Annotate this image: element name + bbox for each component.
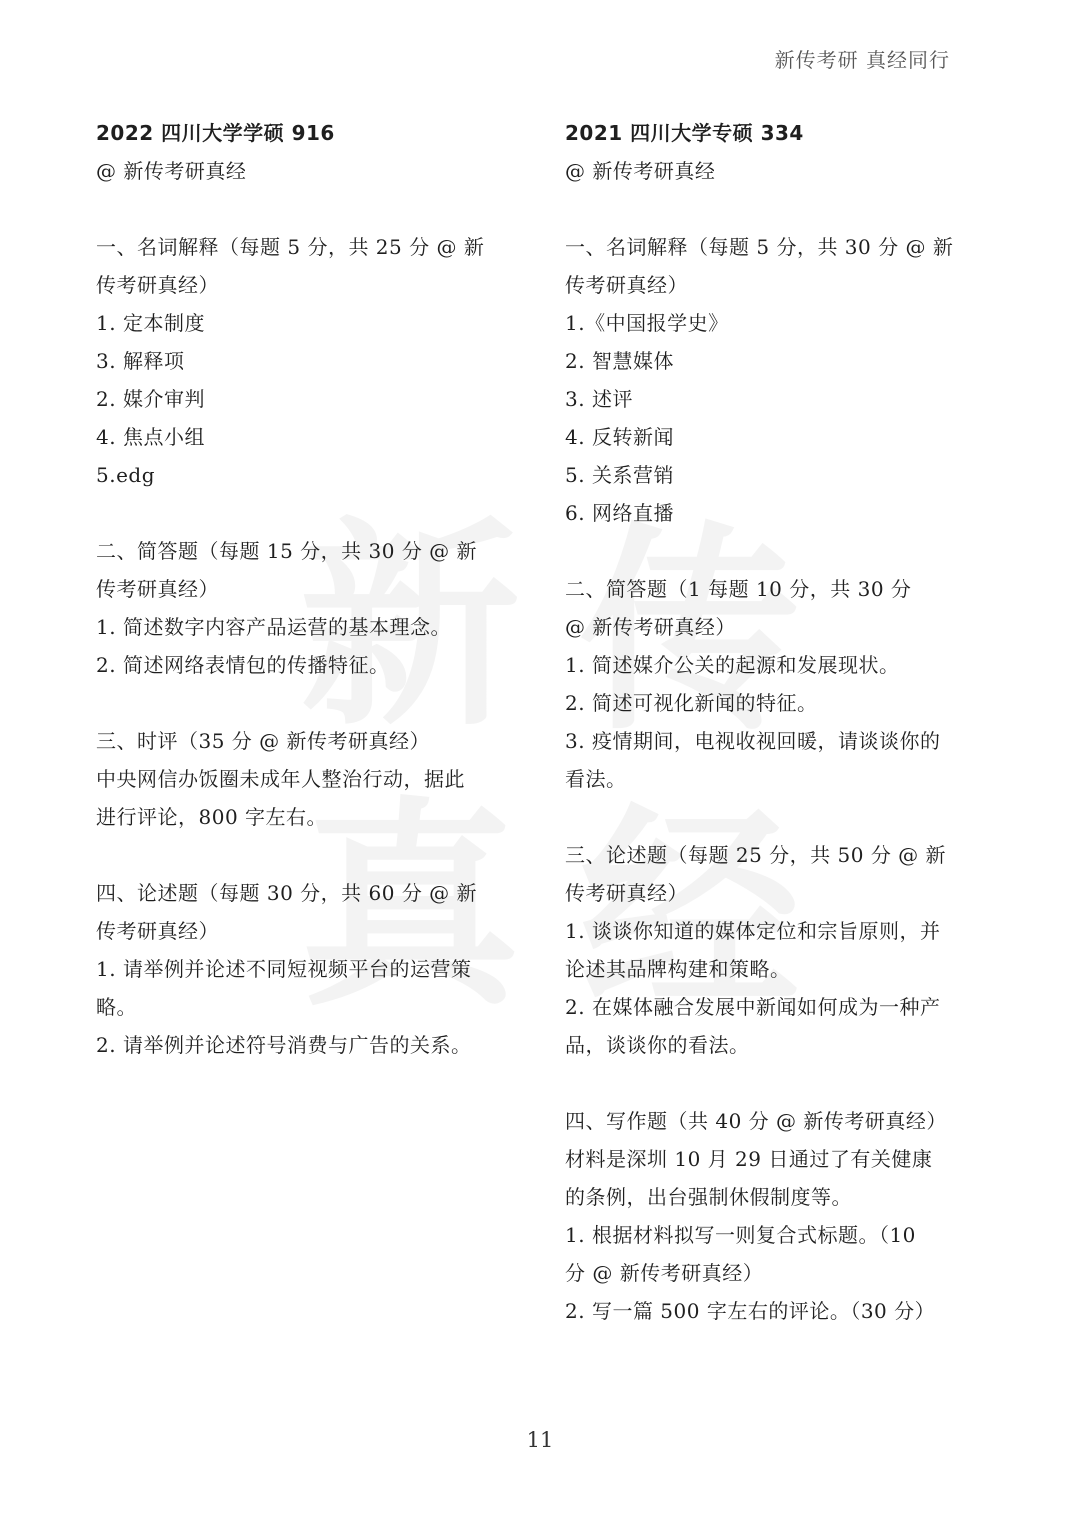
question-item: 论述其品牌构建和策略。 <box>565 957 791 981</box>
question-item: 1. 谈谈你知道的媒体定位和宗旨原则，并 <box>565 919 941 943</box>
question-item: 1. 简述数字内容产品运营的基本理念。 <box>96 615 451 639</box>
exam-title: 2022 四川大学学硕 916 <box>96 121 335 145</box>
section-writing <box>565 1102 965 1330</box>
question-item: 进行评论，800 字左右。 <box>96 805 328 829</box>
section-heading: 二、简答题（每题 15 分，共 30 分 @ 新 <box>96 539 478 563</box>
header-brand: 新传考研 真经同行 <box>774 48 950 72</box>
section-short-answer <box>565 570 965 798</box>
section-heading: 一、名词解释（每题 5 分，共 30 分 @ 新 <box>565 235 954 259</box>
section-heading: @ 新传考研真经） <box>565 615 736 639</box>
question-item: 6. 网络直播 <box>565 501 674 525</box>
question-item: 分 @ 新传考研真经） <box>565 1261 764 1285</box>
section-heading: 二、简答题（1 每题 10 分，共 30 分 <box>565 577 912 601</box>
question-item: 的条例，出台强制休假制度等。 <box>565 1185 852 1209</box>
section-essay <box>96 874 496 1064</box>
question-item: 2. 智慧媒体 <box>565 349 674 373</box>
section-heading: 传考研真经） <box>565 881 688 905</box>
section-terms <box>565 228 965 532</box>
question-item: 品，谈谈你的看法。 <box>565 1033 750 1057</box>
question-item: 4. 焦点小组 <box>96 425 205 449</box>
question-item: 2. 写一篇 500 字左右的评论。（30 分） <box>565 1299 936 1323</box>
question-item: 中央网信办饭圈未成年人整治行动，据此 <box>96 767 465 791</box>
section-heading: 传考研真经） <box>96 919 219 943</box>
question-item: 略。 <box>96 995 137 1019</box>
section-commentary <box>96 722 496 836</box>
question-item: 2. 媒介审判 <box>96 387 205 411</box>
question-item: 1. 简述媒介公关的起源和发展现状。 <box>565 653 900 677</box>
section-heading: 三、论述题（每题 25 分，共 50 分 @ 新 <box>565 843 947 867</box>
section-heading: 一、名词解释（每题 5 分，共 25 分 @ 新 <box>96 235 485 259</box>
section-essay <box>565 836 965 1064</box>
question-item: 1. 定本制度 <box>96 311 205 335</box>
question-item: 4. 反转新闻 <box>565 425 674 449</box>
question-item: 1.《中国报学史》 <box>565 311 729 335</box>
exam-title: 2021 四川大学专硕 334 <box>565 121 804 145</box>
section-terms <box>96 228 496 494</box>
section-heading: 三、时评（35 分 @ 新传考研真经） <box>96 729 431 753</box>
exam-subtitle: @ 新传考研真经 <box>96 159 247 183</box>
section-heading: 四、论述题（每题 30 分，共 60 分 @ 新 <box>96 881 478 905</box>
section-heading: 四、写作题（共 40 分 @ 新传考研真经） <box>565 1109 947 1133</box>
question-item: 2. 在媒体融合发展中新闻如何成为一种产 <box>565 995 941 1019</box>
question-item: 材料是深圳 10 月 29 日通过了有关健康 <box>565 1147 933 1171</box>
section-heading: 传考研真经） <box>96 273 219 297</box>
question-item: 看法。 <box>565 767 627 791</box>
question-item: 2. 简述可视化新闻的特征。 <box>565 691 818 715</box>
page-number: 11 <box>526 1428 554 1452</box>
question-item: 1. 请举例并论述不同短视频平台的运营策 <box>96 957 472 981</box>
exam-subtitle: @ 新传考研真经 <box>565 159 716 183</box>
left-column <box>96 114 496 1064</box>
question-item: 1. 根据材料拟写一则复合式标题。（10 <box>565 1223 916 1247</box>
question-item: 3. 述评 <box>565 387 633 411</box>
question-item: 2. 简述网络表情包的传播特征。 <box>96 653 390 677</box>
question-item: 3. 解释项 <box>96 349 185 373</box>
section-short-answer <box>96 532 496 684</box>
right-column <box>565 114 965 1330</box>
section-heading: 传考研真经） <box>565 273 688 297</box>
question-item: 5. 关系营销 <box>565 463 674 487</box>
question-item: 2. 请举例并论述符号消费与广告的关系。 <box>96 1033 472 1057</box>
question-item: 5.edg <box>96 463 156 487</box>
section-heading: 传考研真经） <box>96 577 219 601</box>
question-item: 3. 疫情期间，电视收视回暖，请谈谈你的 <box>565 729 941 753</box>
